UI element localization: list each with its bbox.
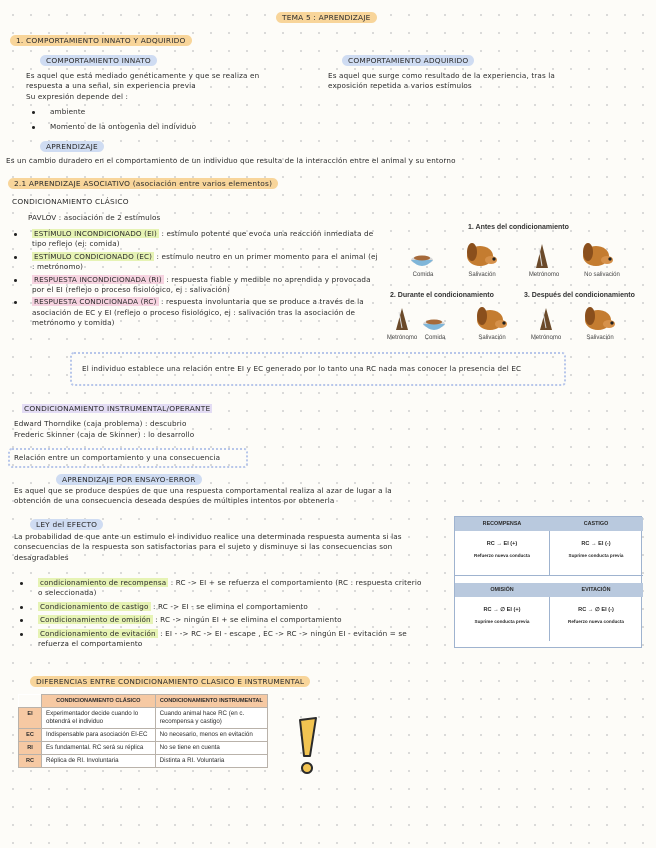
instrumental-label: CONDICIONAMIENTO INSTRUMENTAL/OPERANTE <box>24 404 211 413</box>
ensayo-label: APRENDIZAJE POR ENSAYO-ERROR <box>56 474 202 485</box>
innato-label: COMPORTAMIENTO INNATO <box>40 55 157 66</box>
table-corner <box>19 695 42 708</box>
label-comida: Comida <box>412 272 434 278</box>
clasico-list <box>8 229 382 329</box>
page-title: TEMA 5 : APRENDIZAJE <box>276 12 377 23</box>
term-desc: : estímulo potente que evoca una reacción inmediata de tipo reflejo (ej: comida) <box>32 229 374 249</box>
metronome-icon <box>396 308 408 330</box>
panel3-title: 3. Después del condicionamiento <box>524 292 635 299</box>
list-item <box>8 297 382 328</box>
list-item <box>14 578 424 599</box>
pavlov-illustration <box>384 222 650 346</box>
cell-formula: RC → EI (+) <box>486 541 518 547</box>
term-evitacion: Condicionamiento de evitación <box>40 628 156 638</box>
ensayo-definition: Es aquel que se produce despúes de que una respuesta comportamental realiza al azar de lugar a la obtención de una consecuencia deseada despúes de múltiples intentos por obtenerla <box>14 486 392 506</box>
exclamation-icon <box>292 716 322 780</box>
table-header-row <box>19 695 268 708</box>
table-cell: Cuando animal hace RC (en c. recompensa y castigo) <box>155 708 267 729</box>
note-text: El individuo establece una relación entre EI y EC generado por lo tanto una RC nada mas conocer la presencia del EC <box>82 364 522 373</box>
thorndike-line: Edward Thorndike (caja problema) : descubrio <box>14 419 187 428</box>
dog-icon <box>583 243 613 266</box>
list-item: ambiente <box>26 107 286 117</box>
list-item <box>14 602 424 612</box>
term-desc: : RC -> EI + se refuerza el comportamiento (RC : respuesta criterio o seleccionada) <box>38 578 422 598</box>
innato-list <box>26 107 286 133</box>
term-castigo: Condicionamiento de castigo <box>40 601 149 611</box>
cell-desc: Suprime conducta previa <box>474 619 530 624</box>
table-row <box>19 742 268 755</box>
ley-definition: La probabilidad de que ante un estimulo el individuo realice una determinada respuesta aumenta si las consecuencias de la respuesta son satisfactorias para el sujeto y disminuye si las consecuencias son desagradables <box>14 532 402 562</box>
row-key: EI <box>19 708 42 729</box>
pavlov-line: PAVLOV : asociación de 2 estímulos <box>28 213 161 222</box>
cell-formula: RC → ∅ EI (-) <box>578 607 614 613</box>
col-header-clasico: CONDICIONAMIENTO CLÁSICO <box>42 695 156 708</box>
term-ec: ESTÍMULO CONDICIONADO (EC) <box>34 251 153 261</box>
cell-desc: Suprime conducta previa <box>568 553 624 558</box>
section21-heading: 2.1 APRENDIZAJE ASOCIATIVO (asociación entre varios elementos) <box>8 178 278 189</box>
instrumental-list <box>14 578 424 649</box>
panel1-title: 1. Antes del condicionamiento <box>468 224 569 231</box>
row-key: RI <box>19 742 42 755</box>
innato-definition: Es aquel que está mediado genéticamente y que se realiza en respuesta a una señal, sin experiencia previa <box>26 71 260 91</box>
label-metronomo: Metrónomo <box>530 335 562 341</box>
term-rc: RESPUESTA CONDICIONADA (RC) <box>34 297 157 307</box>
cell-evitacion <box>549 583 643 641</box>
table-cell: Indispensable para asociación EI-EC <box>42 729 156 742</box>
table-cell: Distinta a RI. Voluntaria <box>155 755 267 768</box>
table-cell: No se tiene en cuenta <box>155 742 267 755</box>
note-box <box>70 352 566 386</box>
term-desc: : EI - -> RC -> EI - escape , EC -> RC -> ningún EI - evitación = se refuerza el comportamiento <box>38 628 407 649</box>
dog-icon <box>585 307 615 330</box>
pavlov-figure <box>384 222 650 346</box>
row-key: RC <box>19 755 42 768</box>
term-ei: ESTÍMULO INCONDICIONADO (EI) <box>34 229 158 238</box>
clasico-label: CONDICIONAMIENTO CLÁSICO <box>12 197 129 206</box>
metronome-icon <box>536 244 548 268</box>
metronome-icon <box>540 308 552 330</box>
label-no-salivacion: No salivación <box>584 272 620 278</box>
cell-header: RECOMPENSA <box>455 517 549 531</box>
dog-icon <box>467 243 497 266</box>
aprendizaje-definition: Es un cambio duradero en el comportamiento de un individuo que resulta de la interacción entre el animal y su entorno <box>6 156 456 165</box>
food-bowl-icon <box>411 256 433 267</box>
skinner-line: Frederic Skinner (caja de Skinner) : lo desarrollo <box>14 430 195 439</box>
table-cell: Réplica de RI. Involuntaria <box>42 755 156 768</box>
cell-header: CASTIGO <box>549 517 643 531</box>
label-comida: Comida <box>424 335 446 341</box>
section1-heading: 1. COMPORTAMIENTO INNATO Y ADQUIRIDO <box>10 35 192 46</box>
cell-header: EVITACIÓN <box>549 583 643 597</box>
table-row <box>19 755 268 768</box>
row-key: EC <box>19 729 42 742</box>
label-salivacion: Salivación <box>468 272 496 278</box>
relation-box <box>8 448 248 468</box>
term-desc: : RC -> EI - se elimina el comportamiento <box>152 601 308 611</box>
cell-castigo <box>549 517 643 576</box>
list-item <box>8 275 382 296</box>
differences-label: DIFERENCIAS ENTRE CONDICIONAMIENTO CLASICO E INSTRUMENTAL <box>30 676 310 687</box>
list-item <box>8 252 382 273</box>
table-cell: No necesario, menos en evitación <box>155 729 267 742</box>
cell-formula: RC → ∅ EI (+) <box>483 607 521 613</box>
label-salivacion: Salivación <box>586 335 614 341</box>
relation-text: Relación entre un comportamiento y una consecuencia <box>14 453 221 462</box>
food-bowl-icon <box>423 320 445 331</box>
term-recompensa: condicionamiento de recompensa <box>40 578 167 587</box>
label-metronomo: Metrónomo <box>528 272 560 278</box>
cell-desc: Refuerzo nueva conducta <box>568 619 624 624</box>
list-item <box>8 229 382 250</box>
dog-icon <box>477 307 507 330</box>
term-desc: : respuesta involuntaria que se produce a través de la asociación de EC y EI (reflejo o proceso fisiológico, ej : salivación tras la asociación de metrónomo y comida) <box>32 297 364 328</box>
adquirido-label: COMPORTAMIENTO ADQUIRIDO <box>342 55 474 66</box>
col-header-instrumental: CONDICIONAMIENTO INSTRUMENTAL <box>155 695 267 708</box>
term-desc: : respuesta fiable y medible no aprendida y provocada por el EI (reflejo o proceso fisiológico, ej : salivación) <box>32 274 371 295</box>
list-item <box>14 615 424 625</box>
term-desc: : estímulo neutro en un primer momento para el animal (ej : metrónomo) <box>32 251 378 272</box>
adquirido-definition: Es aquel que surge como resultado de la experiencia, tras la exposición repetida a varios estímulos <box>328 71 555 91</box>
cell-omision <box>455 583 550 641</box>
label-salivacion: Salivación <box>478 335 506 341</box>
table-row <box>19 729 268 742</box>
list-item: Momento de la ontogenia del individuo <box>26 122 286 132</box>
label-metronomo: Metrónomo <box>386 335 418 341</box>
differences-table <box>18 694 268 768</box>
table-cell: Experimentador decide cuando lo obtendrá el individuo <box>42 708 156 729</box>
innato-expression: Su expresión depende del : <box>26 92 129 101</box>
cell-recompensa <box>455 517 550 576</box>
term-omision: Condicionamiento de omisión <box>40 615 151 625</box>
list-item <box>14 629 424 650</box>
aprendizaje-label: APRENDIZAJE <box>40 141 104 152</box>
ley-label: LEY del EFECTO <box>30 519 103 530</box>
cell-desc: Refuerzo nueva conducta <box>474 553 530 558</box>
table-cell: Es fundamental. RC será su réplica <box>42 742 156 755</box>
table-row <box>19 708 268 729</box>
term-desc: : RC -> ningún EI + se elimina el comportamiento <box>155 615 342 625</box>
panel2-title: 2. Durante el condicionamiento <box>390 292 494 299</box>
reinforcement-table <box>454 516 642 648</box>
term-ri: RESPUESTA INCONDICIONADA (RI) <box>34 274 162 284</box>
cell-formula: RC → EI (-) <box>581 541 611 547</box>
cell-header: OMISIÓN <box>455 583 549 597</box>
